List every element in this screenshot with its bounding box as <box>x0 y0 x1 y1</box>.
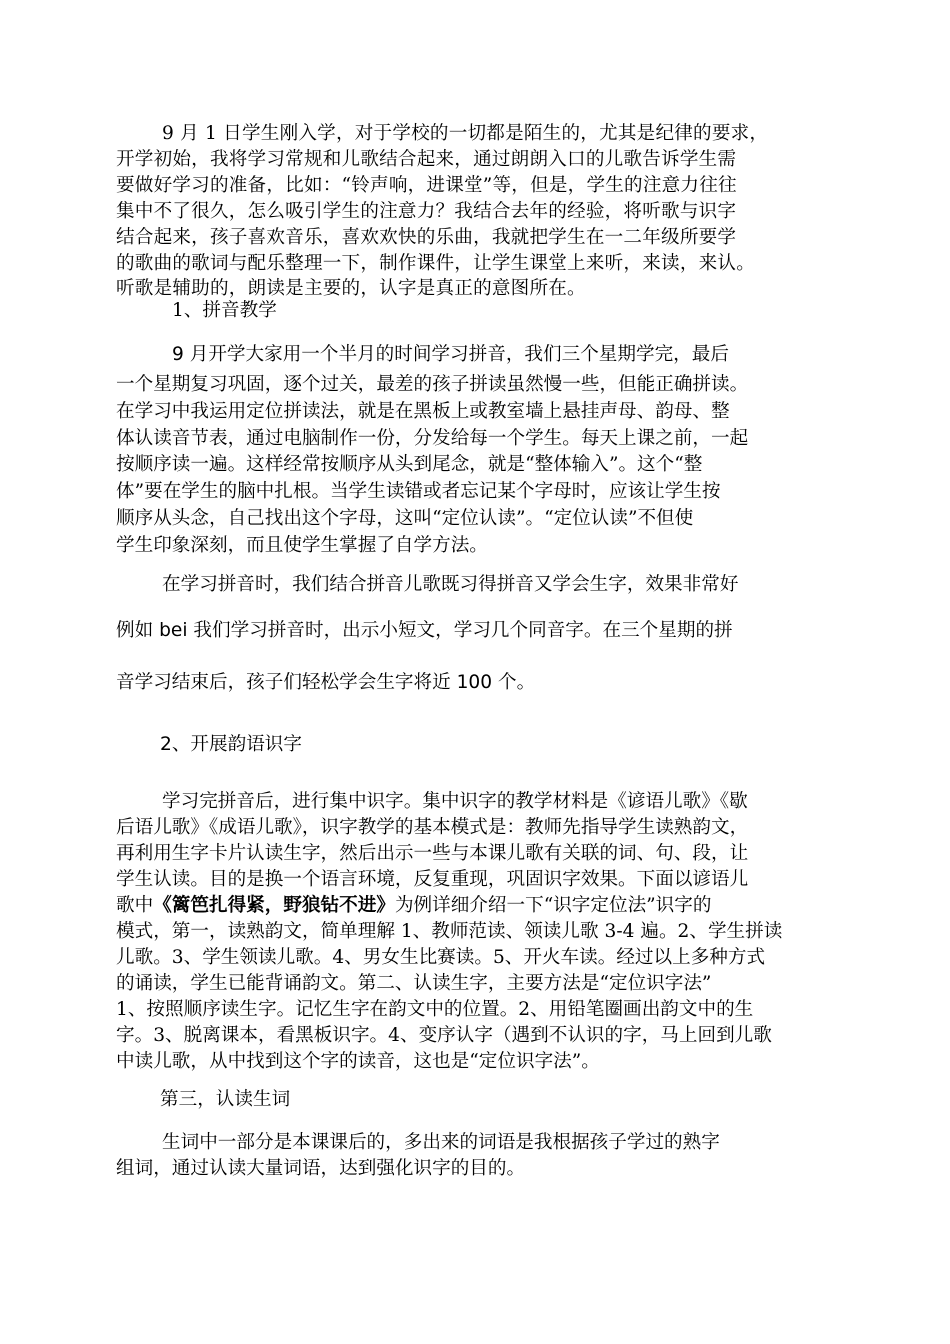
pinyin-line: 一个星期复习巩固，逐个过关，最差的孩子拼读虽然慢一些，但能正确拼读。 <box>116 374 749 395</box>
words-line: 生词中一部分是本课课后的，多出来的词语是我根据孩子学过的熟字 <box>162 1132 720 1153</box>
intro-line: 集中不了很久，怎么吸引学生的注意力？我结合去年的经验，将听歌与识字 <box>116 200 737 222</box>
rhyme-line: 再利用生字卡片认读生字，然后出示一些与本课儿歌有关联的词、句、段，让 <box>116 843 749 864</box>
intro-line: 的歌曲的歌词与配乐整理一下，制作课件，让学生课堂上来听，来读，来认。 <box>116 252 755 274</box>
intro-line: 9 月 1 日学生刚入学，对于学校的一切都是陌生的，尤其是纪律的要求， <box>162 123 769 144</box>
rhyme-line: 模式，第一，读熟韵文，简单理解 1、教师范读、领读儿歌 3-4 遍。2、学生拼读 <box>116 921 783 942</box>
intro-line: 开学初始，我将学习常规和儿歌结合起来，通过朗朗入口的儿歌告诉学生需 <box>116 148 737 170</box>
pinyin-para-first-line: 9 月开学大家用一个半月的时间学习拼音，我们三个星期学完，最后 <box>172 344 729 365</box>
intro-line: 听歌是辅助的，朗读是主要的，认字是真正的意图所在。 <box>116 278 586 300</box>
words-paragraph <box>116 1130 836 1182</box>
rhyme-line: 1、按照顺序读生字。记忆生字在韵文中的位置。2、用铅笔圈画出韵文中的生 <box>116 999 754 1020</box>
section-heading-pinyin: 1、拼音教学 <box>172 300 277 321</box>
rhyme-line <box>116 893 836 919</box>
pinyin-line: 学生印象深刻，而且使学生掌握了自学方法。 <box>116 534 488 556</box>
pinyin-songs-line: 例如 bei 我们学习拼音时，出示小短文，学习几个同音字。在三个星期的拼 <box>116 620 733 641</box>
rhyme-title-bold: 《篱笆扎得紧，野狼钻不进》 <box>153 895 395 916</box>
pinyin-line: 体认读音节表，通过电脑制作一份，分发给每一个学生。每天上课之前，一起 <box>116 427 749 449</box>
pinyin-songs-paragraph <box>116 565 836 709</box>
rhyme-line: 后语儿歌》《成语儿歌》，识字教学的基本模式是：教师先指导学生读熟韵文， <box>116 817 749 838</box>
pinyin-songs-line: 音学习结束后，孩子们轻松学会生字将近 100 个。 <box>116 672 536 693</box>
rhyme-line: 儿歌。3、学生领读儿歌。4、男女生比赛读。5、开火车读。经过以上多种方式 <box>116 947 766 968</box>
section-heading-rhyme: 2、开展韵语识字 <box>160 734 302 755</box>
pinyin-songs-line: 在学习拼音时，我们结合拼音儿歌既习得拼音又学会生字，效果非常好 <box>162 574 739 595</box>
rhyme-line-pre: 歌中 <box>116 895 154 916</box>
rhyme-paragraph <box>116 789 836 1075</box>
rhyme-line: 的诵读，学生已能背诵韵文。第二、认读生字，主要方法是“定位识字法” <box>116 973 712 994</box>
rhyme-line-post: 为例详细介绍一下“识字定位法”识字的 <box>394 895 712 916</box>
section-heading-words: 第三，认读生词 <box>160 1089 291 1110</box>
pinyin-line: 体”要在学生的脑中扎根。当学生读错或者忘记某个字母时，应该让学生按 <box>116 481 721 503</box>
rhyme-line: 字。3、脱离课本，看黑板识字。4、变序认字（遇到不认识的字，马上回到儿歌 <box>116 1025 772 1046</box>
rhyme-line: 学生认读。目的是换一个语言环境，反复重现，巩固识字效果。下面以谚语儿 <box>116 869 749 890</box>
intro-line: 结合起来，孩子喜欢音乐，喜欢欢快的乐曲，我就把学生在一二年级所要学 <box>116 226 737 248</box>
pinyin-paragraph <box>116 372 836 560</box>
rhyme-line: 学习完拼音后，进行集中识字。集中识字的教学材料是《谚语儿歌》《歇 <box>162 791 748 812</box>
intro-paragraph <box>116 121 836 302</box>
pinyin-line: 按顺序读一遍。这样经常按顺序从头到尾念，就是“整体输入”。这个“整 <box>116 454 703 476</box>
pinyin-line: 在学习中我运用定位拼读法，就是在黑板上或教室墙上悬挂声母、韵母、整 <box>116 400 730 422</box>
words-line: 组词，通过认读大量词语，达到强化识字的目的。 <box>116 1158 526 1179</box>
pinyin-line: 顺序从头念，自己找出这个字母，这叫“定位认读”。“定位认读”不但使 <box>116 507 694 529</box>
intro-line: 要做好学习的准备，比如：“铃声响，进课堂”等，但是，学生的注意力往往 <box>116 174 737 196</box>
rhyme-line: 中读儿歌，从中找到这个字的读音，这也是“定位识字法”。 <box>116 1051 600 1072</box>
